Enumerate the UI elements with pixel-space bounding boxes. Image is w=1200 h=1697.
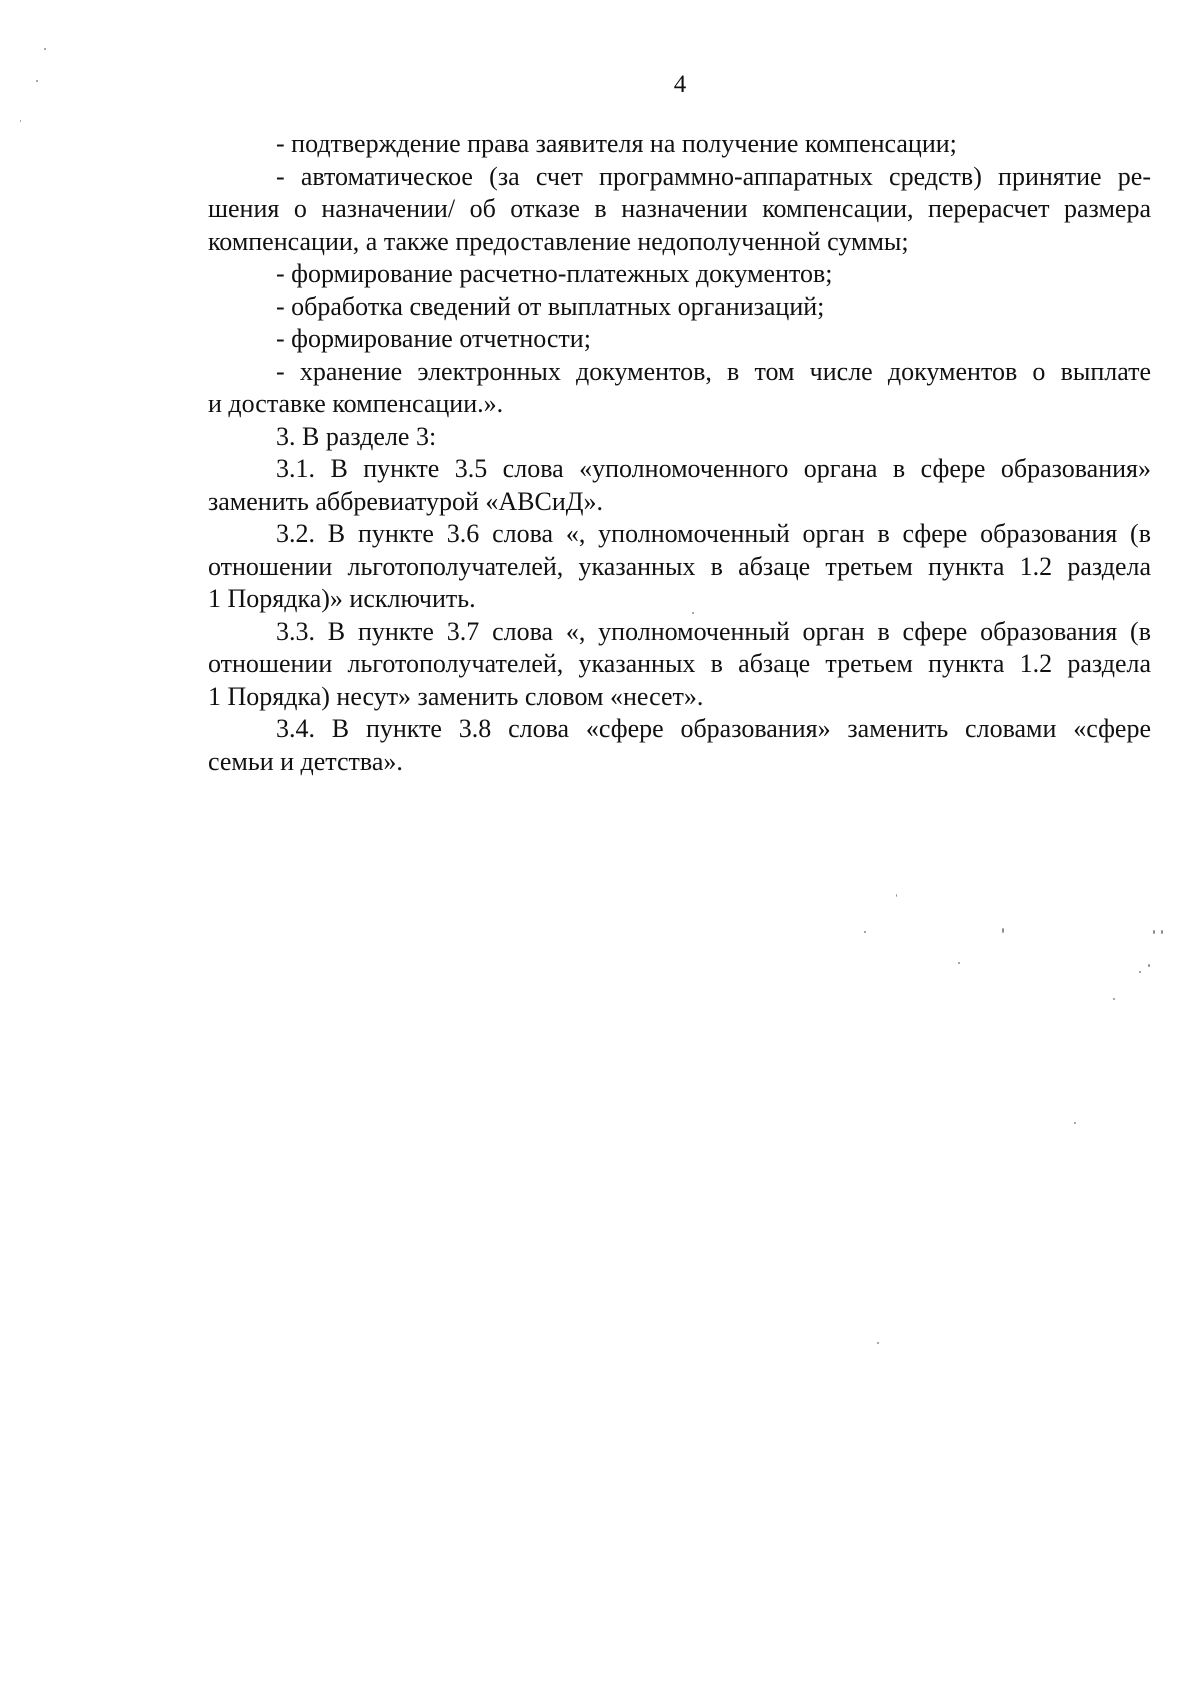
page-number: 4 <box>673 71 687 98</box>
text-line: отношении льготополучателей, указанных в абзаце третьем пункта 1.2 раздела <box>208 551 1151 581</box>
list-item-automatic-decision <box>208 161 1151 259</box>
scan-speck <box>44 48 46 50</box>
text-line: шения о назначении/ об отказе в назначении компенсации, перерасчет размера <box>208 194 1151 223</box>
scan-speck <box>692 612 694 614</box>
text-line: отношении льготополучателей, указанных в абзаце третьем пункта 1.2 раздела <box>208 649 1151 678</box>
text-line: 3.2. В пункте 3.6 слова «, уполномоченный орган в сфере образования (в <box>276 519 1151 548</box>
scan-speck <box>896 894 897 897</box>
text-line: компенсации, а также предоставление недополученной суммы; <box>208 226 909 256</box>
text-line: - хранение электронных документов, в том числе документов о выплате <box>276 356 1151 386</box>
text-line: - формирование расчетно-платежных документов; <box>276 259 833 288</box>
scan-speck <box>1113 998 1115 1000</box>
scan-speck <box>864 931 866 933</box>
scan-speck <box>1139 971 1141 973</box>
text-line: - обработка сведений от выплатных организаций; <box>276 291 825 321</box>
scan-speck <box>1148 964 1150 967</box>
scan-speck <box>36 80 38 82</box>
text-line: 3. В разделе 3: <box>276 421 437 451</box>
scan-speck <box>1153 930 1155 934</box>
text-line: заменить аббревиатурой «АВСиД». <box>208 486 603 516</box>
clause-3-1 <box>208 453 1151 518</box>
scan-speck <box>958 962 960 964</box>
list-item-reporting <box>208 323 1151 356</box>
clause-3-3 <box>208 616 1151 714</box>
section-heading-3 <box>208 421 1151 454</box>
text-line: - подтверждение права заявителя на получение компенсации; <box>276 129 957 158</box>
text-line: 1 Порядка) несут» заменить словом «несет». <box>208 681 704 711</box>
scan-speck <box>1161 930 1163 934</box>
list-item-payer-info <box>208 291 1151 324</box>
text-line: 3.3. В пункте 3.7 слова «, уполномоченный орган в сфере образования (в <box>276 616 1151 646</box>
list-item-storage <box>208 356 1151 421</box>
scan-speck <box>1074 1122 1076 1124</box>
clause-3-4 <box>208 713 1151 778</box>
text-line: семьи и детства». <box>208 746 403 776</box>
text-line: - формирование отчетности; <box>276 324 591 353</box>
text-line: 3.1. В пункте 3.5 слова «уполномоченного органа в сфере образования» <box>276 454 1151 483</box>
scan-speck <box>1002 928 1004 933</box>
text-line: и доставке компенсации.». <box>208 389 504 418</box>
text-line: - автоматическое (за счет программно-аппаратных средств) принятие ре- <box>276 161 1151 191</box>
text-line: 3.4. В пункте 3.8 слова «сфере образования» заменить словами «сфере <box>276 714 1151 743</box>
document-body <box>208 128 1151 778</box>
list-item-confirmation <box>208 128 1151 161</box>
scan-speck <box>20 120 21 122</box>
clause-3-2 <box>208 518 1151 616</box>
list-item-payment-documents <box>208 258 1151 291</box>
text-line: 1 Порядка)» исключить. <box>208 584 476 613</box>
scan-speck <box>877 1342 879 1344</box>
